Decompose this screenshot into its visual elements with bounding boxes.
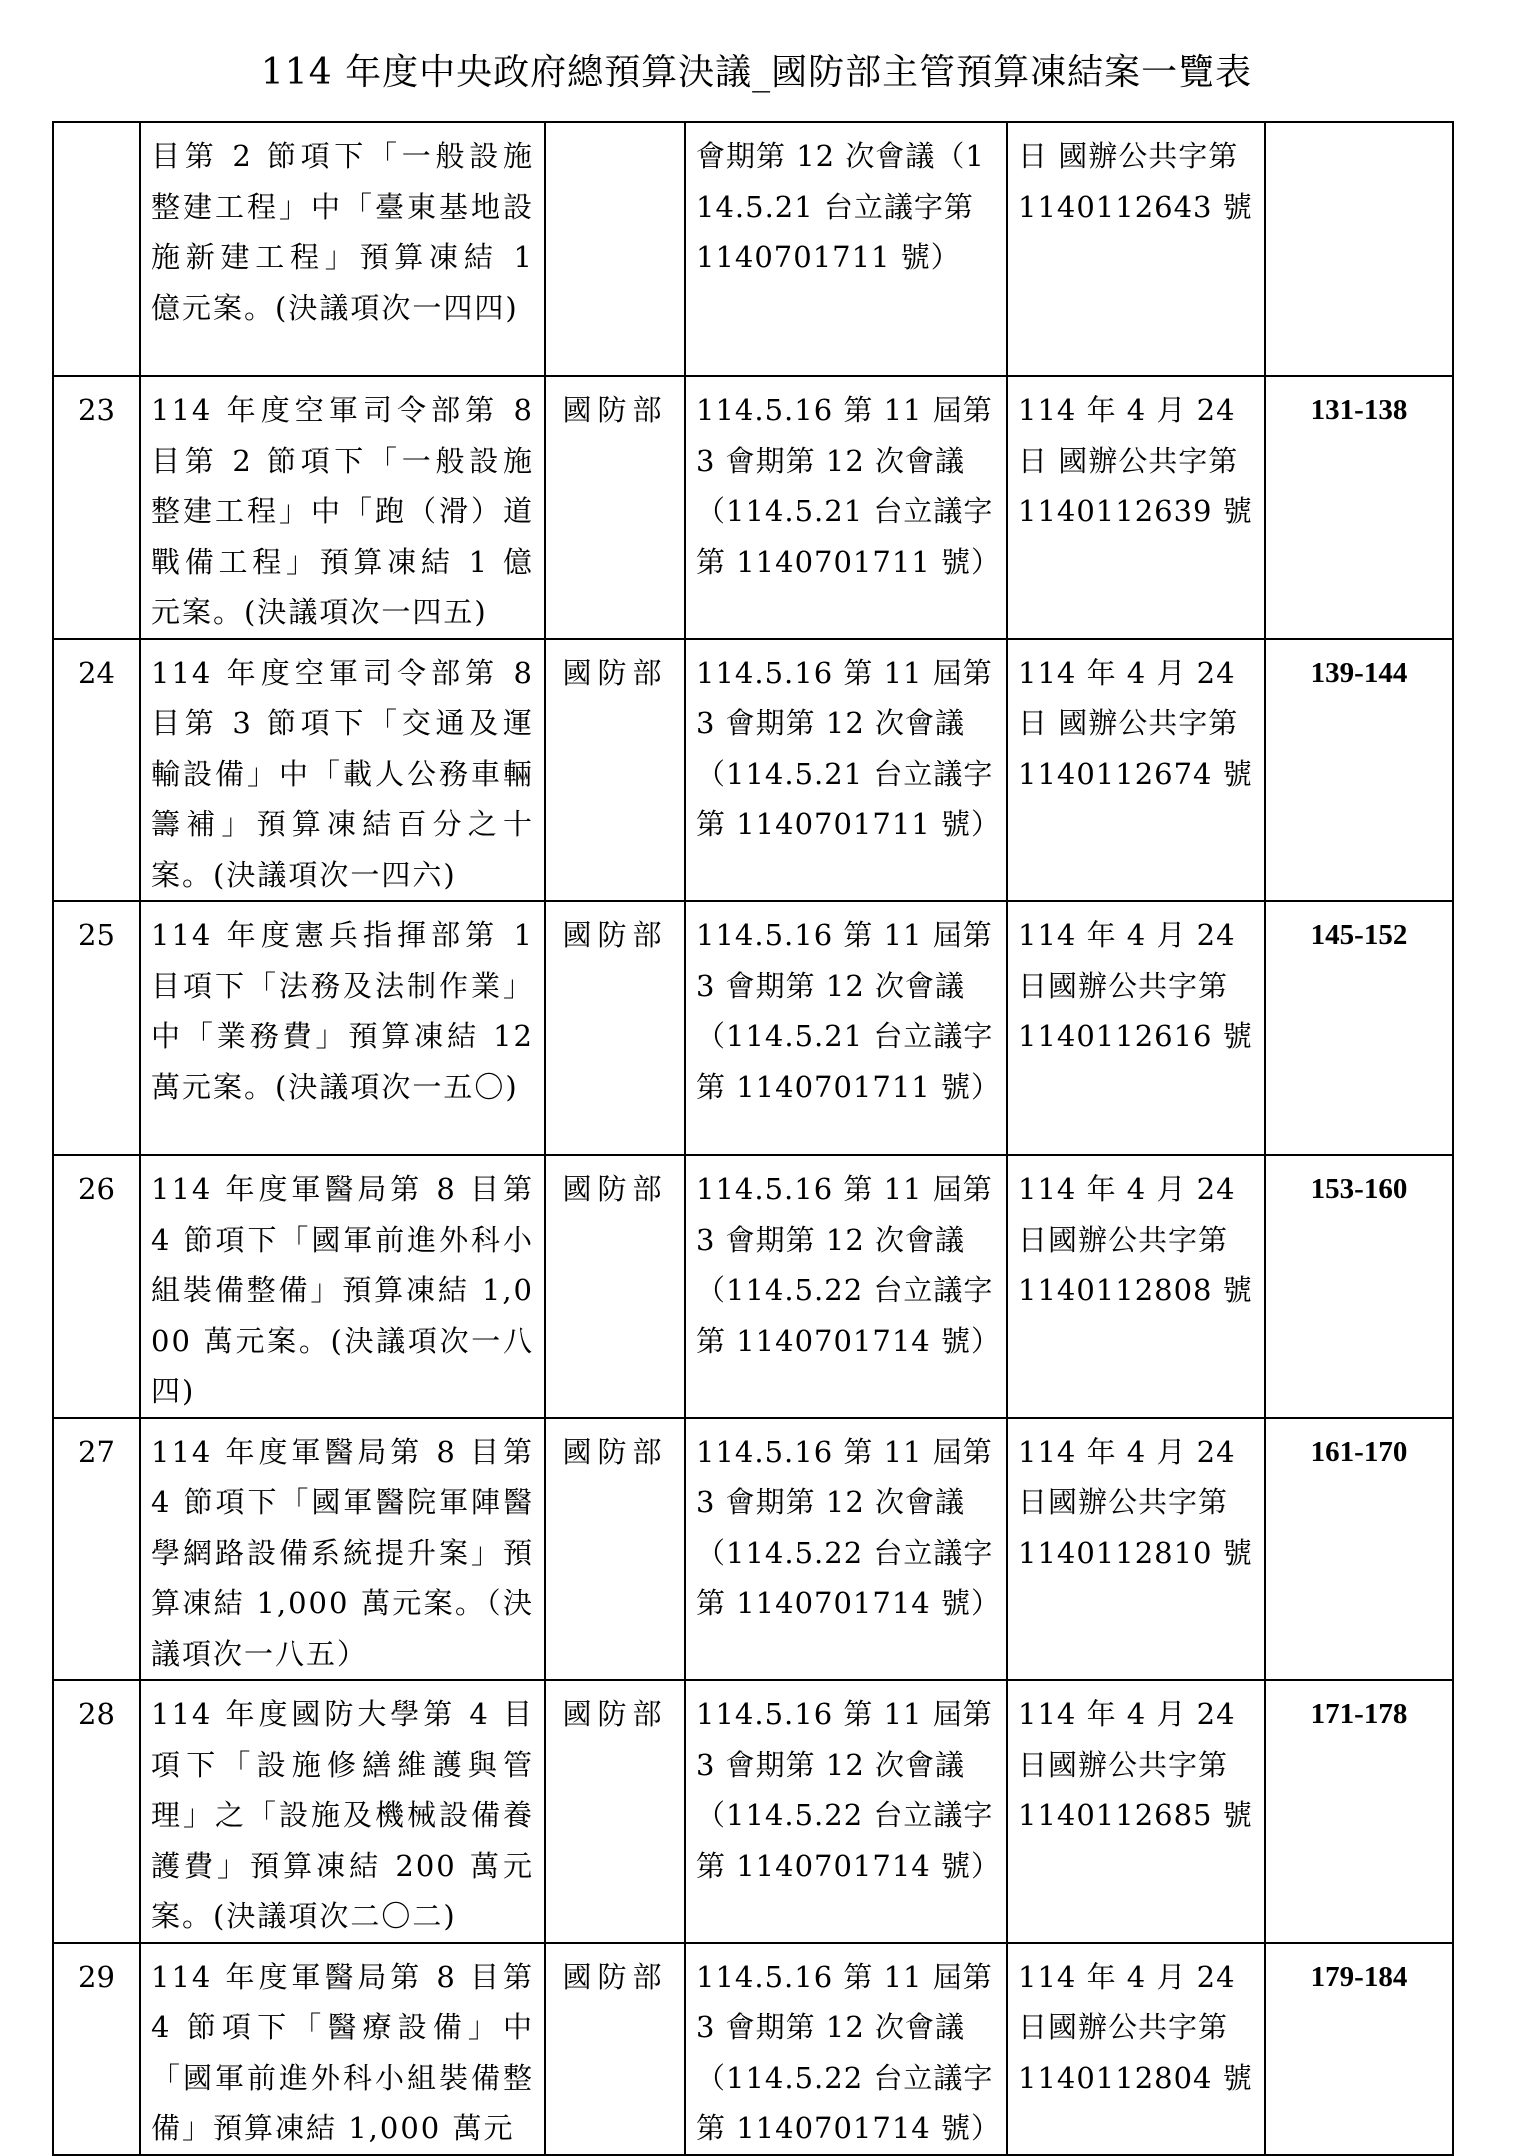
- page-range: 131-138: [1265, 376, 1453, 639]
- responsible-agency: 國防部: [545, 639, 685, 902]
- meeting-reference: 114.5.16 第 11 屆第 3 會期第 12 次會議（114.5.21 台立議字第 1140701711 號）: [685, 901, 1007, 1155]
- case-title: 114 年度空軍司令部第 8 目第 2 節項下「一般設施整建工程」中「跑（滑）道戰備工程」預算凍結 1 億元案。(決議項次一四五): [140, 376, 545, 639]
- case-title: 114 年度國防大學第 4 目項下「設施修繕維護與管理」之「設施及機械設備養護費」預算凍結 200 萬元案。(決議項次二〇二): [140, 1680, 545, 1943]
- row-number: 27: [53, 1418, 140, 1681]
- table-row: [53, 1943, 1453, 2155]
- responsible-agency: 國防部: [545, 376, 685, 639]
- meeting-reference: 114.5.16 第 11 屆第 3 會期第 12 次會議（114.5.22 台立議字第 1140701714 號）: [685, 1155, 1007, 1418]
- responsible-agency: 國防部: [545, 1155, 685, 1418]
- budget-freeze-table: [52, 121, 1454, 2156]
- row-number: 29: [53, 1943, 140, 2155]
- page-range: [1265, 122, 1453, 376]
- page-range: 145-152: [1265, 901, 1453, 1155]
- letter-reference: 114 年 4 月 24 日 國辦公共字第 1140112639 號: [1007, 376, 1265, 639]
- case-title: 114 年度軍醫局第 8 目第 4 節項下「國軍前進外科小組裝備整備」預算凍結 1,000 萬元案。(決議項次一八四): [140, 1155, 545, 1418]
- row-number: 25: [53, 901, 140, 1155]
- row-number: 23: [53, 376, 140, 639]
- case-title: 114 年度空軍司令部第 8 目第 3 節項下「交通及運輸設備」中「載人公務車輛籌補」預算凍結百分之十案。(決議項次一四六): [140, 639, 545, 902]
- table-row: [53, 122, 1453, 376]
- table-row: [53, 1680, 1453, 1943]
- letter-reference: 114 年 4 月 24 日國辦公共字第 1140112808 號: [1007, 1155, 1265, 1418]
- responsible-agency: [545, 122, 685, 376]
- page-range: 171-178: [1265, 1680, 1453, 1943]
- meeting-reference: 114.5.16 第 11 屆第 3 會期第 12 次會議（114.5.22 台立議字第 1140701714 號）: [685, 1418, 1007, 1681]
- responsible-agency: 國防部: [545, 1943, 685, 2155]
- table-row: [53, 639, 1453, 902]
- meeting-reference: 114.5.16 第 11 屆第 3 會期第 12 次會議（114.5.22 台立議字第 1140701714 號）: [685, 1680, 1007, 1943]
- responsible-agency: 國防部: [545, 1680, 685, 1943]
- page-range: 139-144: [1265, 639, 1453, 902]
- table-row: [53, 1418, 1453, 1681]
- case-title: 114 年度軍醫局第 8 目第 4 節項下「國軍醫院軍陣醫學網路設備系統提升案」預算凍結 1,000 萬元案。（決議項次一八五）: [140, 1418, 545, 1681]
- page-range: 153-160: [1265, 1155, 1453, 1418]
- page-range: 179-184: [1265, 1943, 1453, 2155]
- row-number: 28: [53, 1680, 140, 1943]
- row-number: 24: [53, 639, 140, 902]
- responsible-agency: 國防部: [545, 1418, 685, 1681]
- letter-reference: 114 年 4 月 24 日國辦公共字第 1140112804 號: [1007, 1943, 1265, 2155]
- page-title: 114 年度中央政府總預算決議_國防部主管預算凍結案一覽表: [260, 52, 1253, 93]
- meeting-reference: 114.5.16 第 11 屆第 3 會期第 12 次會議（114.5.21 台立議字第 1140701711 號）: [685, 639, 1007, 902]
- page-range: 161-170: [1265, 1418, 1453, 1681]
- letter-reference: 日 國辦公共字第 1140112643 號: [1007, 122, 1265, 376]
- letter-reference: 114 年 4 月 24 日國辦公共字第 1140112616 號: [1007, 901, 1265, 1155]
- meeting-reference: 會期第 12 次會議（114.5.21 台立議字第 1140701711 號）: [685, 122, 1007, 376]
- case-title: 目第 2 節項下「一般設施整建工程」中「臺東基地設施新建工程」預算凍結 1 億元案。(決議項次一四四): [140, 122, 545, 376]
- meeting-reference: 114.5.16 第 11 屆第 3 會期第 12 次會議（114.5.22 台立議字第 1140701714 號）: [685, 1943, 1007, 2155]
- letter-reference: 114 年 4 月 24 日國辦公共字第 1140112810 號: [1007, 1418, 1265, 1681]
- case-title: 114 年度憲兵指揮部第 1 目項下「法務及法制作業」中「業務費」預算凍結 12 萬元案。(決議項次一五〇): [140, 901, 545, 1155]
- row-number: 26: [53, 1155, 140, 1418]
- row-number: [53, 122, 140, 376]
- meeting-reference: 114.5.16 第 11 屆第 3 會期第 12 次會議（114.5.21 台立議字第 1140701711 號）: [685, 376, 1007, 639]
- table-row: [53, 1155, 1453, 1418]
- responsible-agency: 國防部: [545, 901, 685, 1155]
- letter-reference: 114 年 4 月 24 日 國辦公共字第 1140112674 號: [1007, 639, 1265, 902]
- table-row: [53, 901, 1453, 1155]
- case-title: 114 年度軍醫局第 8 目第 4 節項下「醫療設備」中「國軍前進外科小組裝備整備」預算凍結 1,000 萬元: [140, 1943, 545, 2155]
- letter-reference: 114 年 4 月 24 日國辦公共字第 1140112685 號: [1007, 1680, 1265, 1943]
- table-row: [53, 376, 1453, 639]
